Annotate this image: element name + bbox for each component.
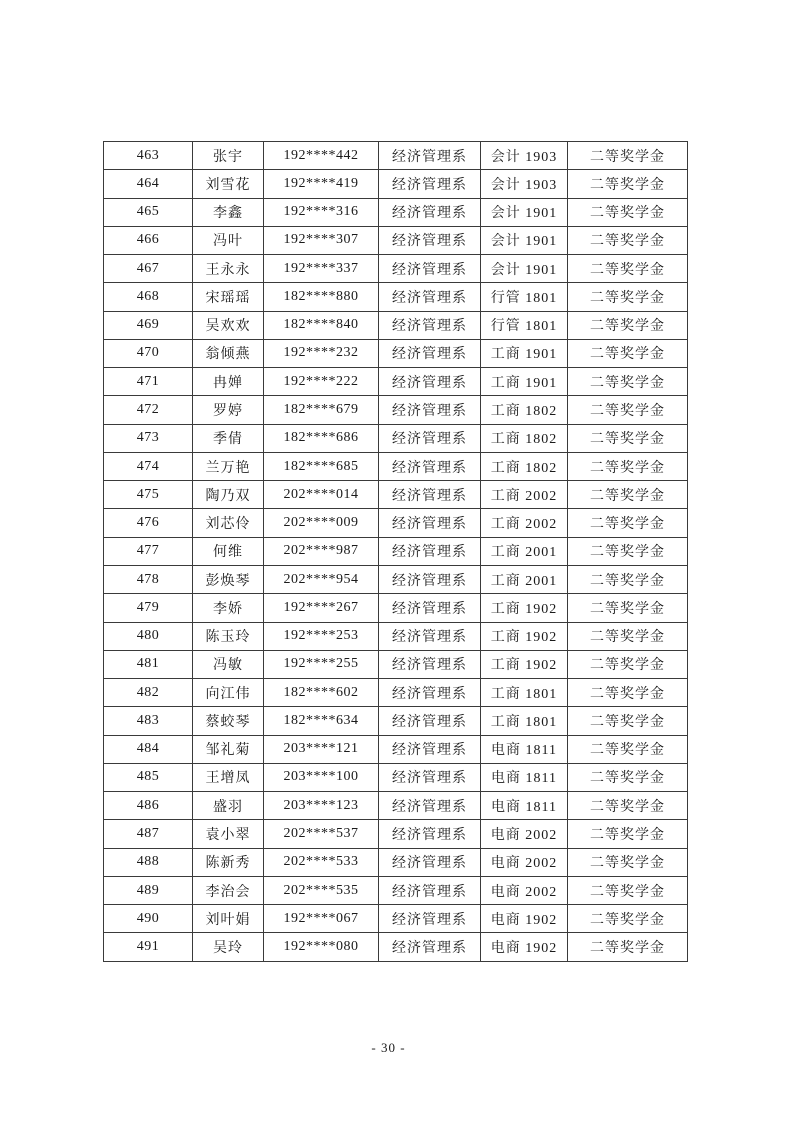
award-cell: 二等奖学金 (568, 255, 688, 283)
table-row (104, 565, 688, 593)
department-cell: 经济管理系 (379, 396, 481, 424)
department-cell: 经济管理系 (379, 283, 481, 311)
student-id-cell: 192****316 (264, 198, 379, 226)
department-cell: 经济管理系 (379, 622, 481, 650)
department-cell: 经济管理系 (379, 933, 481, 962)
student-id-cell: 192****442 (264, 142, 379, 170)
student-id-cell: 182****840 (264, 311, 379, 339)
row-number-cell: 491 (104, 933, 193, 962)
department-cell: 经济管理系 (379, 255, 481, 283)
department-cell: 经济管理系 (379, 735, 481, 763)
row-number-cell: 486 (104, 792, 193, 820)
student-id-cell: 192****307 (264, 226, 379, 254)
row-number-cell: 487 (104, 820, 193, 848)
table-row (104, 198, 688, 226)
department-cell: 经济管理系 (379, 509, 481, 537)
student-id-cell: 182****679 (264, 396, 379, 424)
award-cell: 二等奖学金 (568, 142, 688, 170)
page-number: - 30 - (371, 1040, 406, 1055)
department-cell: 经济管理系 (379, 198, 481, 226)
class-cell: 工商 1901 (481, 339, 568, 367)
row-number-cell: 466 (104, 226, 193, 254)
award-cell: 二等奖学金 (568, 650, 688, 678)
row-number-cell: 476 (104, 509, 193, 537)
student-name-cell: 李鑫 (193, 198, 264, 226)
award-cell: 二等奖学金 (568, 283, 688, 311)
award-cell: 二等奖学金 (568, 170, 688, 198)
award-cell: 二等奖学金 (568, 396, 688, 424)
award-cell: 二等奖学金 (568, 368, 688, 396)
student-name-cell: 陈玉玲 (193, 622, 264, 650)
award-cell: 二等奖学金 (568, 565, 688, 593)
scholarship-table-body (104, 142, 688, 962)
student-name-cell: 刘芯伶 (193, 509, 264, 537)
department-cell: 经济管理系 (379, 339, 481, 367)
department-cell: 经济管理系 (379, 565, 481, 593)
row-number-cell: 463 (104, 142, 193, 170)
row-number-cell: 477 (104, 537, 193, 565)
award-cell: 二等奖学金 (568, 481, 688, 509)
department-cell: 经济管理系 (379, 905, 481, 933)
student-name-cell: 冯敏 (193, 650, 264, 678)
award-cell: 二等奖学金 (568, 820, 688, 848)
class-cell: 工商 1802 (481, 396, 568, 424)
class-cell: 电商 1902 (481, 933, 568, 962)
table-row (104, 622, 688, 650)
award-cell: 二等奖学金 (568, 594, 688, 622)
department-cell: 经济管理系 (379, 424, 481, 452)
table-row (104, 424, 688, 452)
row-number-cell: 479 (104, 594, 193, 622)
student-name-cell: 兰万艳 (193, 452, 264, 480)
award-cell: 二等奖学金 (568, 848, 688, 876)
student-name-cell: 冯叶 (193, 226, 264, 254)
student-id-cell: 182****685 (264, 452, 379, 480)
class-cell: 工商 1802 (481, 452, 568, 480)
class-cell: 行管 1801 (481, 283, 568, 311)
student-id-cell: 192****253 (264, 622, 379, 650)
class-cell: 电商 2002 (481, 876, 568, 904)
award-cell: 二等奖学金 (568, 707, 688, 735)
department-cell: 经济管理系 (379, 170, 481, 198)
row-number-cell: 483 (104, 707, 193, 735)
award-cell: 二等奖学金 (568, 198, 688, 226)
table-row (104, 481, 688, 509)
student-id-cell: 192****267 (264, 594, 379, 622)
student-id-cell: 182****880 (264, 283, 379, 311)
student-name-cell: 宋瑶瑶 (193, 283, 264, 311)
student-name-cell: 李娇 (193, 594, 264, 622)
table-row (104, 170, 688, 198)
row-number-cell: 490 (104, 905, 193, 933)
table-row (104, 283, 688, 311)
row-number-cell: 465 (104, 198, 193, 226)
student-name-cell: 刘叶娟 (193, 905, 264, 933)
row-number-cell: 484 (104, 735, 193, 763)
student-name-cell: 袁小翠 (193, 820, 264, 848)
row-number-cell: 482 (104, 679, 193, 707)
department-cell: 经济管理系 (379, 452, 481, 480)
student-name-cell: 季倩 (193, 424, 264, 452)
row-number-cell: 469 (104, 311, 193, 339)
student-id-cell: 202****954 (264, 565, 379, 593)
table-row (104, 735, 688, 763)
award-cell: 二等奖学金 (568, 792, 688, 820)
class-cell: 工商 1801 (481, 707, 568, 735)
student-name-cell: 王永永 (193, 255, 264, 283)
table-row (104, 707, 688, 735)
award-cell: 二等奖学金 (568, 622, 688, 650)
student-id-cell: 202****535 (264, 876, 379, 904)
row-number-cell: 467 (104, 255, 193, 283)
table-row (104, 255, 688, 283)
student-name-cell: 向江伟 (193, 679, 264, 707)
student-name-cell: 张宇 (193, 142, 264, 170)
department-cell: 经济管理系 (379, 707, 481, 735)
table-row (104, 142, 688, 170)
class-cell: 工商 2001 (481, 565, 568, 593)
table-row (104, 820, 688, 848)
department-cell: 经济管理系 (379, 368, 481, 396)
award-cell: 二等奖学金 (568, 537, 688, 565)
class-cell: 工商 1802 (481, 424, 568, 452)
class-cell: 行管 1801 (481, 311, 568, 339)
student-name-cell: 刘雪花 (193, 170, 264, 198)
student-name-cell: 陈新秀 (193, 848, 264, 876)
row-number-cell: 471 (104, 368, 193, 396)
award-cell: 二等奖学金 (568, 424, 688, 452)
student-name-cell: 邹礼菊 (193, 735, 264, 763)
row-number-cell: 468 (104, 283, 193, 311)
row-number-cell: 480 (104, 622, 193, 650)
award-cell: 二等奖学金 (568, 735, 688, 763)
table-row (104, 933, 688, 962)
row-number-cell: 489 (104, 876, 193, 904)
class-cell: 电商 2002 (481, 848, 568, 876)
department-cell: 经济管理系 (379, 820, 481, 848)
row-number-cell: 481 (104, 650, 193, 678)
award-cell: 二等奖学金 (568, 339, 688, 367)
student-name-cell: 王增凤 (193, 763, 264, 791)
student-id-cell: 202****537 (264, 820, 379, 848)
department-cell: 经济管理系 (379, 226, 481, 254)
student-name-cell: 吴欢欢 (193, 311, 264, 339)
table-row (104, 396, 688, 424)
class-cell: 工商 1902 (481, 650, 568, 678)
student-id-cell: 202****009 (264, 509, 379, 537)
award-cell: 二等奖学金 (568, 452, 688, 480)
class-cell: 工商 2001 (481, 537, 568, 565)
class-cell: 工商 1801 (481, 679, 568, 707)
department-cell: 经济管理系 (379, 679, 481, 707)
student-id-cell: 202****533 (264, 848, 379, 876)
table-row (104, 650, 688, 678)
table-row (104, 679, 688, 707)
student-id-cell: 202****987 (264, 537, 379, 565)
student-name-cell: 彭焕琴 (193, 565, 264, 593)
table-row (104, 876, 688, 904)
department-cell: 经济管理系 (379, 594, 481, 622)
table-row (104, 311, 688, 339)
student-name-cell: 蔡蛟琴 (193, 707, 264, 735)
class-cell: 会计 1901 (481, 198, 568, 226)
department-cell: 经济管理系 (379, 763, 481, 791)
row-number-cell: 473 (104, 424, 193, 452)
row-number-cell: 475 (104, 481, 193, 509)
student-id-cell: 192****067 (264, 905, 379, 933)
department-cell: 经济管理系 (379, 142, 481, 170)
student-id-cell: 182****686 (264, 424, 379, 452)
class-cell: 电商 1811 (481, 763, 568, 791)
student-name-cell: 罗婷 (193, 396, 264, 424)
award-cell: 二等奖学金 (568, 876, 688, 904)
award-cell: 二等奖学金 (568, 311, 688, 339)
student-id-cell: 192****255 (264, 650, 379, 678)
student-name-cell: 冉婵 (193, 368, 264, 396)
award-cell: 二等奖学金 (568, 509, 688, 537)
student-id-cell: 203****123 (264, 792, 379, 820)
row-number-cell: 474 (104, 452, 193, 480)
student-name-cell: 陶乃双 (193, 481, 264, 509)
department-cell: 经济管理系 (379, 537, 481, 565)
department-cell: 经济管理系 (379, 311, 481, 339)
table-row (104, 537, 688, 565)
table-row (104, 368, 688, 396)
row-number-cell: 470 (104, 339, 193, 367)
class-cell: 电商 1811 (481, 792, 568, 820)
student-name-cell: 盛羽 (193, 792, 264, 820)
table-row (104, 594, 688, 622)
class-cell: 会计 1903 (481, 142, 568, 170)
row-number-cell: 472 (104, 396, 193, 424)
student-id-cell: 182****634 (264, 707, 379, 735)
student-name-cell: 何维 (193, 537, 264, 565)
class-cell: 工商 1902 (481, 594, 568, 622)
class-cell: 会计 1901 (481, 226, 568, 254)
class-cell: 工商 2002 (481, 481, 568, 509)
class-cell: 电商 2002 (481, 820, 568, 848)
class-cell: 工商 2002 (481, 509, 568, 537)
table-row (104, 226, 688, 254)
table-row (104, 452, 688, 480)
student-id-cell: 192****232 (264, 339, 379, 367)
student-name-cell: 李治会 (193, 876, 264, 904)
table-row (104, 792, 688, 820)
department-cell: 经济管理系 (379, 792, 481, 820)
student-id-cell: 203****121 (264, 735, 379, 763)
student-id-cell: 203****100 (264, 763, 379, 791)
student-id-cell: 202****014 (264, 481, 379, 509)
class-cell: 会计 1903 (481, 170, 568, 198)
student-id-cell: 192****080 (264, 933, 379, 962)
scholarship-table (103, 141, 688, 962)
table-row (104, 509, 688, 537)
table-row (104, 339, 688, 367)
student-id-cell: 192****222 (264, 368, 379, 396)
class-cell: 工商 1902 (481, 622, 568, 650)
department-cell: 经济管理系 (379, 876, 481, 904)
student-id-cell: 192****337 (264, 255, 379, 283)
department-cell: 经济管理系 (379, 650, 481, 678)
class-cell: 工商 1901 (481, 368, 568, 396)
award-cell: 二等奖学金 (568, 226, 688, 254)
table-row (104, 848, 688, 876)
class-cell: 会计 1901 (481, 255, 568, 283)
class-cell: 电商 1811 (481, 735, 568, 763)
student-id-cell: 192****419 (264, 170, 379, 198)
department-cell: 经济管理系 (379, 848, 481, 876)
student-name-cell: 吴玲 (193, 933, 264, 962)
student-id-cell: 182****602 (264, 679, 379, 707)
table-row (104, 905, 688, 933)
row-number-cell: 464 (104, 170, 193, 198)
award-cell: 二等奖学金 (568, 905, 688, 933)
award-cell: 二等奖学金 (568, 933, 688, 962)
row-number-cell: 488 (104, 848, 193, 876)
award-cell: 二等奖学金 (568, 679, 688, 707)
row-number-cell: 478 (104, 565, 193, 593)
department-cell: 经济管理系 (379, 481, 481, 509)
table-row (104, 763, 688, 791)
student-name-cell: 翁倾燕 (193, 339, 264, 367)
class-cell: 电商 1902 (481, 905, 568, 933)
award-cell: 二等奖学金 (568, 763, 688, 791)
row-number-cell: 485 (104, 763, 193, 791)
